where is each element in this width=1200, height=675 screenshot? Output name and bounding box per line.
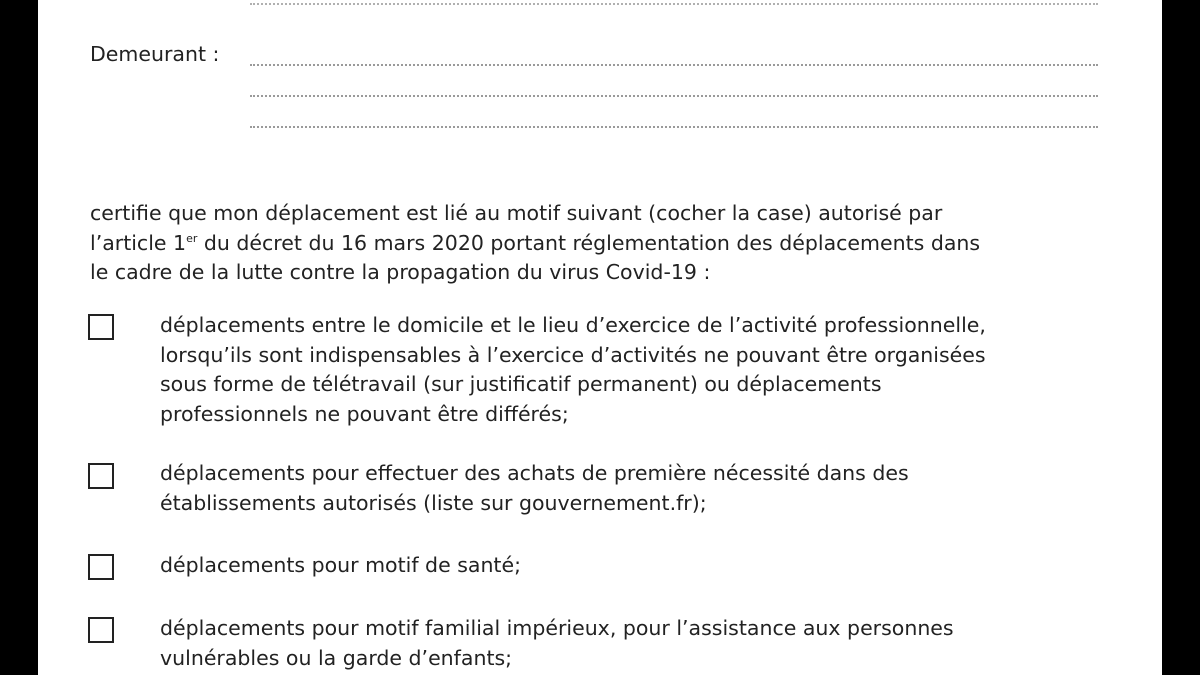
residence-line-2[interactable] bbox=[250, 95, 1098, 97]
option-professional-text bbox=[160, 311, 1095, 429]
option-line: déplacements pour effectuer des achats de première nécessité dans des bbox=[160, 461, 909, 485]
certify-line-2-end: du décret du 16 mars 2020 portant réglementation des déplacements dans bbox=[197, 230, 981, 255]
certify-line-2-start: l’article 1 bbox=[90, 230, 187, 255]
certify-line-1: certifie que mon déplacement est lié au motif suivant (cocher la case) autorisé par bbox=[90, 201, 943, 225]
previous-field-dotted-line bbox=[250, 3, 1098, 5]
residence-line-1[interactable] bbox=[250, 64, 1098, 66]
option-line: déplacements entre le domicile et le lieu d’exercice de l’activité professionnelle, bbox=[160, 313, 986, 337]
certify-line-3: le cadre de la lutte contre la propagation du virus Covid-19 : bbox=[90, 260, 711, 284]
option-family-text bbox=[160, 614, 1095, 673]
document-page bbox=[38, 0, 1162, 675]
option-shopping-text bbox=[160, 459, 1095, 518]
checkbox-professional[interactable] bbox=[88, 314, 114, 340]
option-line: vulnérables ou la garde d’enfants; bbox=[160, 645, 513, 670]
option-line: professionnels ne pouvant être différés; bbox=[160, 401, 569, 426]
option-line: déplacements pour motif de santé; bbox=[160, 553, 521, 577]
option-health-text bbox=[160, 551, 1095, 581]
option-line: lorsqu’ils sont indispensables à l’exercice d’activités ne pouvant être organisées bbox=[160, 342, 986, 367]
option-line: sous forme de télétravail (sur justificatif permanent) ou déplacements bbox=[160, 372, 882, 396]
ordinal-superscript: er bbox=[186, 231, 198, 245]
certify-line-2 bbox=[90, 229, 1095, 259]
checkbox-shopping[interactable] bbox=[88, 463, 114, 489]
option-line: déplacements pour motif familial impérieux, pour l’assistance aux personnes bbox=[160, 616, 954, 640]
checkbox-family[interactable] bbox=[88, 617, 114, 643]
checkbox-health[interactable] bbox=[88, 554, 114, 580]
certification-paragraph bbox=[90, 199, 1095, 288]
residence-label: Demeurant : bbox=[90, 42, 220, 66]
option-line: établissements autorisés (liste sur gouvernement.fr); bbox=[160, 490, 707, 515]
residence-line-3[interactable] bbox=[250, 126, 1098, 128]
